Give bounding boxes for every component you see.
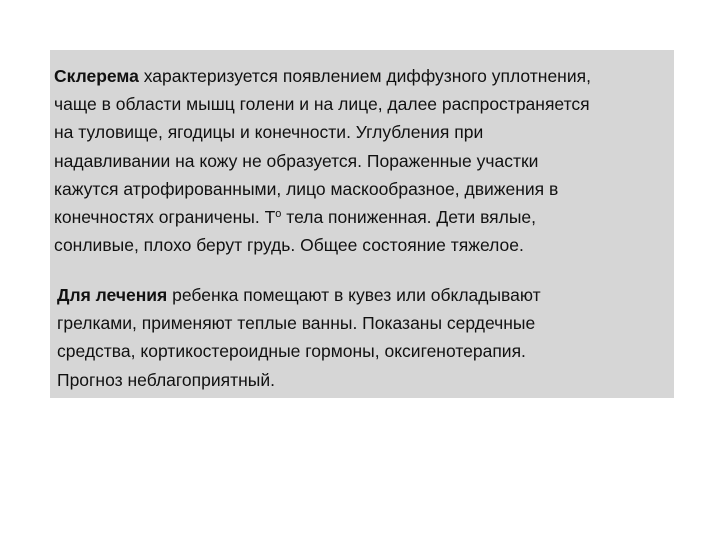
scleroma-term: Склерема: [54, 66, 139, 86]
text-segment: тела пониженная. Дети вялые,: [281, 207, 537, 228]
text-segment: конечностях ограничены. Т: [54, 207, 276, 228]
text-segment: ребенка помещают в кувез или обкладывают: [167, 285, 541, 305]
text-line: [54, 203, 670, 231]
text-line: [54, 62, 670, 90]
text-line: чаще в области мышц голени и на лице, далее распространяется: [54, 94, 590, 115]
text-line: грелками, применяют теплые ванны. Показаны сердечные: [57, 313, 536, 334]
text-line: на туловище, ягодицы и конечности. Углубления при: [54, 122, 484, 143]
degree-superscript: о: [275, 208, 282, 221]
text-line: надавливании на кожу не образуется. Пораженные участки: [54, 150, 539, 171]
treatment-paragraph: [57, 281, 673, 394]
text-segment: характеризуется появлением диффузного уплотнения,: [138, 66, 591, 86]
treatment-term: Для лечения: [57, 285, 168, 305]
text-line: кажутся атрофированными, лицо маскообразное, движения в: [54, 178, 559, 199]
text-line: Прогноз неблагоприятный.: [57, 369, 275, 390]
text-line: средства, кортикостероидные гормоны, оксигенотерапия.: [57, 341, 526, 362]
text-line: сонливые, плохо берут грудь. Общее состояние тяжелое.: [54, 235, 524, 256]
text-line: [57, 281, 673, 309]
scleroma-description-paragraph: [54, 62, 670, 259]
slide-text-panel: [50, 50, 674, 398]
